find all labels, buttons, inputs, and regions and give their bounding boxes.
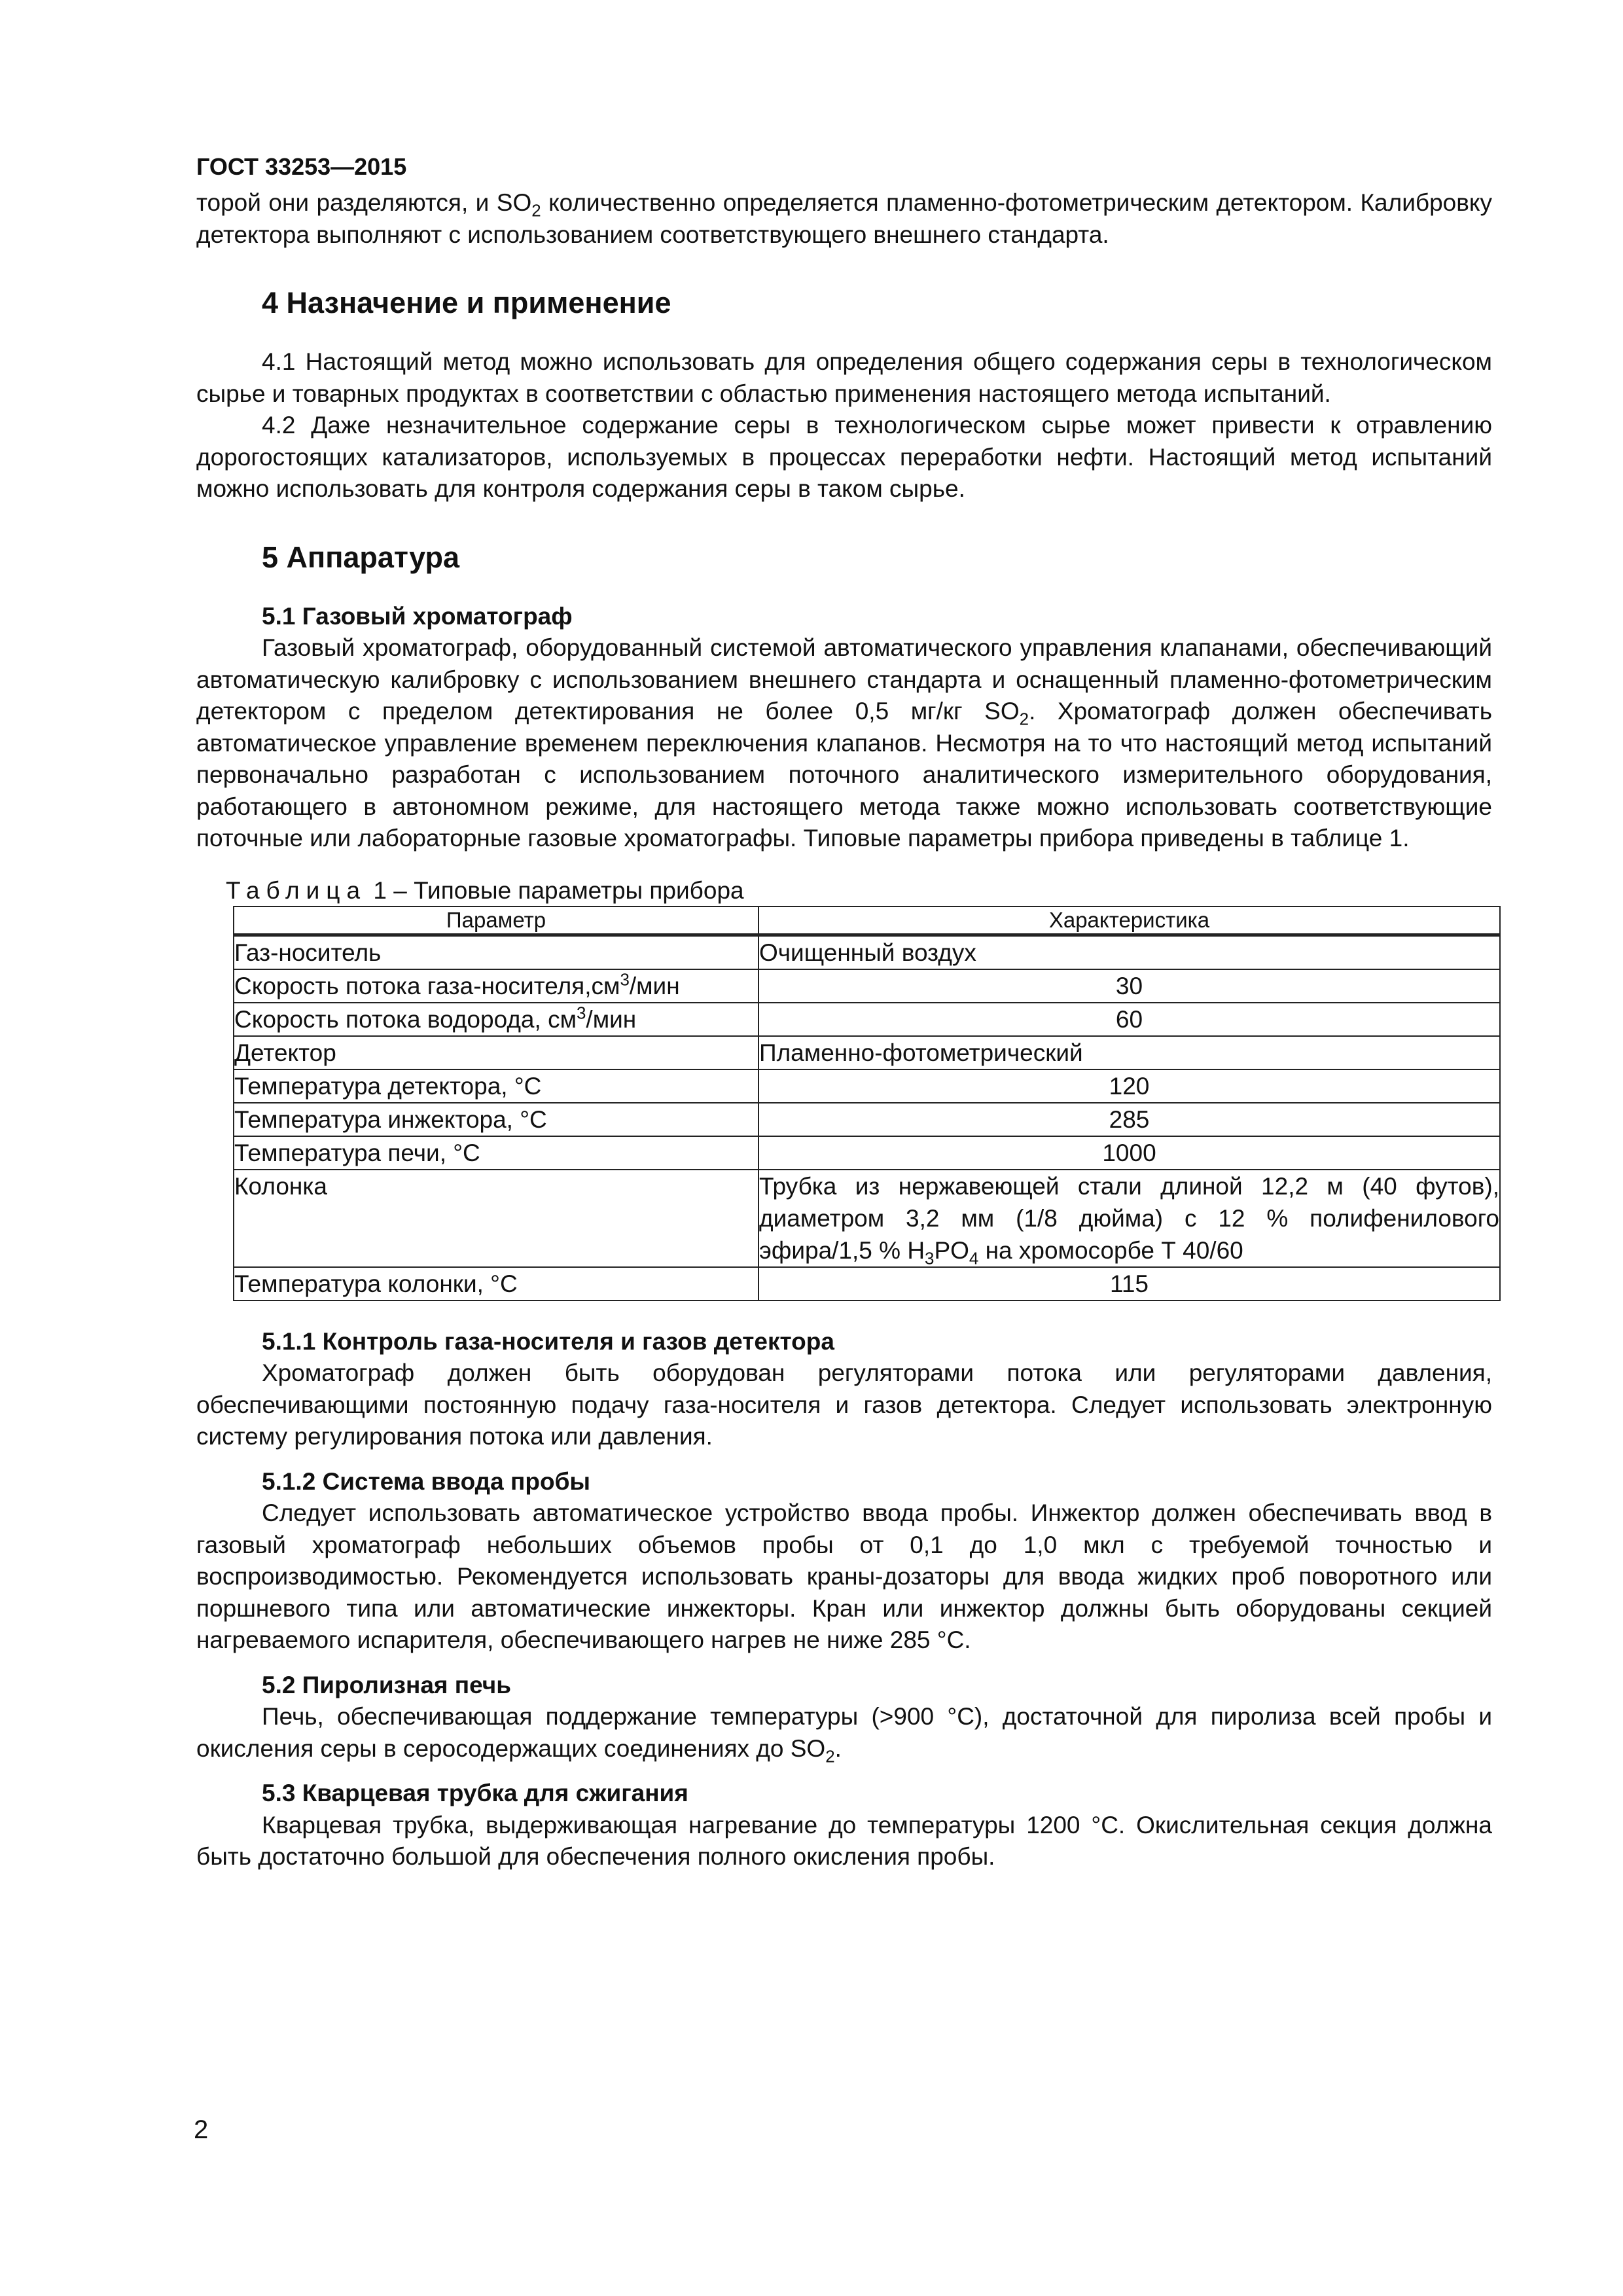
value-cell: 1000 — [758, 1136, 1500, 1170]
value-cell — [758, 1170, 1500, 1267]
table-row — [234, 1103, 1500, 1136]
param-cell: Температура печи, °С — [234, 1136, 758, 1170]
text-run: Трубка из нержавеющей стали длиной 12,2 м (40 футов), диаметром 3,2 мм (1/8 дюйма) с 12 % полифенилового эфира/1,5 % H — [759, 1172, 1499, 1264]
parameters-table — [233, 906, 1501, 1301]
table-row — [234, 935, 1500, 969]
param-cell: Температура колонки, °С — [234, 1267, 758, 1300]
value-cell: Пламенно-фотометрический — [758, 1036, 1500, 1069]
value-cell: 115 — [758, 1267, 1500, 1300]
caption-label: Таблица — [226, 876, 367, 904]
paragraph-5-3: Кварцевая трубка, выдерживающая нагревание до температуры 1200 °С. Окислительная секция должна быть достаточно большой для обеспечения полного окисления пробы. — [196, 1811, 1492, 1870]
param-cell: Газ-носитель — [234, 935, 758, 969]
table-row — [234, 1003, 1500, 1036]
text-run: Скорость потока водорода, см — [234, 1005, 577, 1033]
param-cell: Колонка — [234, 1170, 758, 1267]
table-row — [234, 1036, 1500, 1069]
subscript: 3 — [925, 1249, 935, 1268]
paragraph-4-2: 4.2 Даже незначительное содержание серы в технологическом сырье может привести к отравлению дорогостоящих катализаторов, используемых в процессах переработки нефти. Настоящий метод испытаний можно использовать для контроля содержания серы в таком сырье. — [196, 412, 1492, 502]
paragraph-4-1: 4.1 Настоящий метод можно использовать для определения общего содержания серы в технологическом сырье и товарных продуктах в соответствии с областью применения настоящего метода испытаний. — [196, 348, 1492, 407]
table-row — [234, 1069, 1500, 1103]
value-cell: 60 — [758, 1003, 1500, 1036]
subsection-5-1-1-title: 5.1.1 Контроль газа-носителя и газов детектора — [262, 1327, 834, 1355]
text-run: Скорость потока газа-носителя,см — [234, 972, 620, 999]
table-caption — [226, 876, 1492, 906]
text-run: PO — [934, 1236, 969, 1264]
text-run: количественно определяется пламенно-фотометрическим детектором. Калибровку детектора выполняют с использованием соответствующего внешнего стандарта. — [196, 189, 1493, 248]
paragraph-5-2 — [196, 1701, 1492, 1765]
subscript: 2 — [531, 202, 541, 221]
value-cell: 285 — [758, 1103, 1500, 1136]
table-header-row — [234, 906, 1500, 935]
paragraph-5-1 — [196, 632, 1492, 855]
superscript: 3 — [577, 1004, 586, 1023]
text-run: . Хроматограф должен обеспечивать автоматическое управление временем переключения клапанов. Несмотря на то что настоящий метод испытаний первоначально разработан с использованием поточного аналитического измерительного оборудования, работающего в автономном режиме, для настоящего метода также можно использовать соответствующие поточные или лабораторные газовые хроматографы. Типовые параметры прибора приведены в таблице 1. — [196, 698, 1492, 852]
text-run: на хромосорбе Т 40/60 — [978, 1236, 1243, 1264]
param-cell: Температура детектора, °С — [234, 1069, 758, 1103]
intro-paragraph — [196, 187, 1492, 251]
subscript: 2 — [825, 1747, 835, 1766]
text-run: /мин — [629, 972, 680, 999]
param-cell — [234, 1003, 758, 1036]
table-row — [234, 1136, 1500, 1170]
text-run: торой они разделяются, и SO — [196, 189, 532, 216]
value-cell: 30 — [758, 969, 1500, 1003]
param-cell: Температура инжектора, °С — [234, 1103, 758, 1136]
param-cell — [234, 969, 758, 1003]
section-4-title: 4 Назначение и применение — [262, 286, 671, 319]
section-5-title: 5 Аппаратура — [262, 540, 460, 574]
subscript: 4 — [969, 1249, 979, 1268]
table-row — [234, 1170, 1500, 1267]
param-cell: Детектор — [234, 1036, 758, 1069]
subsection-5-2-title: 5.2 Пиролизная печь — [262, 1671, 512, 1698]
superscript: 3 — [620, 971, 630, 990]
text-run: Газовый хроматограф, оборудованный системой автоматического управления клапанами, обеспечивающий автоматическую калибровку с использованием внешнего стандарта и оснащенный пламенно-фотометрическим детектором с пределом детектирования не более 0,5 мг/кг SO — [196, 634, 1492, 725]
text-run: Печь, обеспечивающая поддержание температуры (>900 °С), достаточной для пиролиза всей пробы и окисления серы в серосодержащих соединениях до SO — [196, 1703, 1492, 1762]
document-header: ГОСТ 33253—2015 — [196, 153, 407, 180]
table-row — [234, 969, 1500, 1003]
document-page — [196, 152, 1499, 1873]
column-header-parameter: Параметр — [234, 906, 758, 935]
subsection-5-3-title: 5.3 Кварцевая трубка для сжигания — [262, 1780, 688, 1806]
caption-text: 1 – Типовые параметры прибора — [366, 876, 744, 904]
page-number: 2 — [194, 2115, 209, 2144]
column-header-characteristic: Характеристика — [758, 906, 1500, 935]
text-run: . — [834, 1734, 842, 1762]
subsection-5-1-title: 5.1 Газовый хроматограф — [262, 602, 573, 630]
value-cell: 120 — [758, 1069, 1500, 1103]
table-row — [234, 1267, 1500, 1300]
paragraph-5-1-1: Хроматограф должен быть оборудован регуляторами потока или регуляторами давления, обеспечивающими постоянную подачу газа-носителя и газов детектора. Следует использовать электронную систему регулирования потока или давления. — [196, 1359, 1492, 1450]
subsection-5-1-2-title: 5.1.2 Система ввода пробы — [262, 1467, 591, 1495]
value-cell: Очищенный воздух — [758, 935, 1500, 969]
text-run: /мин — [586, 1005, 637, 1033]
paragraph-5-1-2: Следует использовать автоматическое устройство ввода пробы. Инжектор должен обеспечивать ввод в газовый хроматограф небольших объемов пробы от 0,1 до 1,0 мкл с требуемой точностью и воспроизводимостью. Рекомендуется использовать краны-дозаторы для ввода жидких проб поворотного или поршневого типа или автоматические инжекторы. Кран или инжектор должны быть оборудованы секцией нагреваемого испарителя, обеспечивающего нагрев не ниже 285 °С. — [196, 1499, 1492, 1653]
subscript: 2 — [1019, 710, 1029, 729]
